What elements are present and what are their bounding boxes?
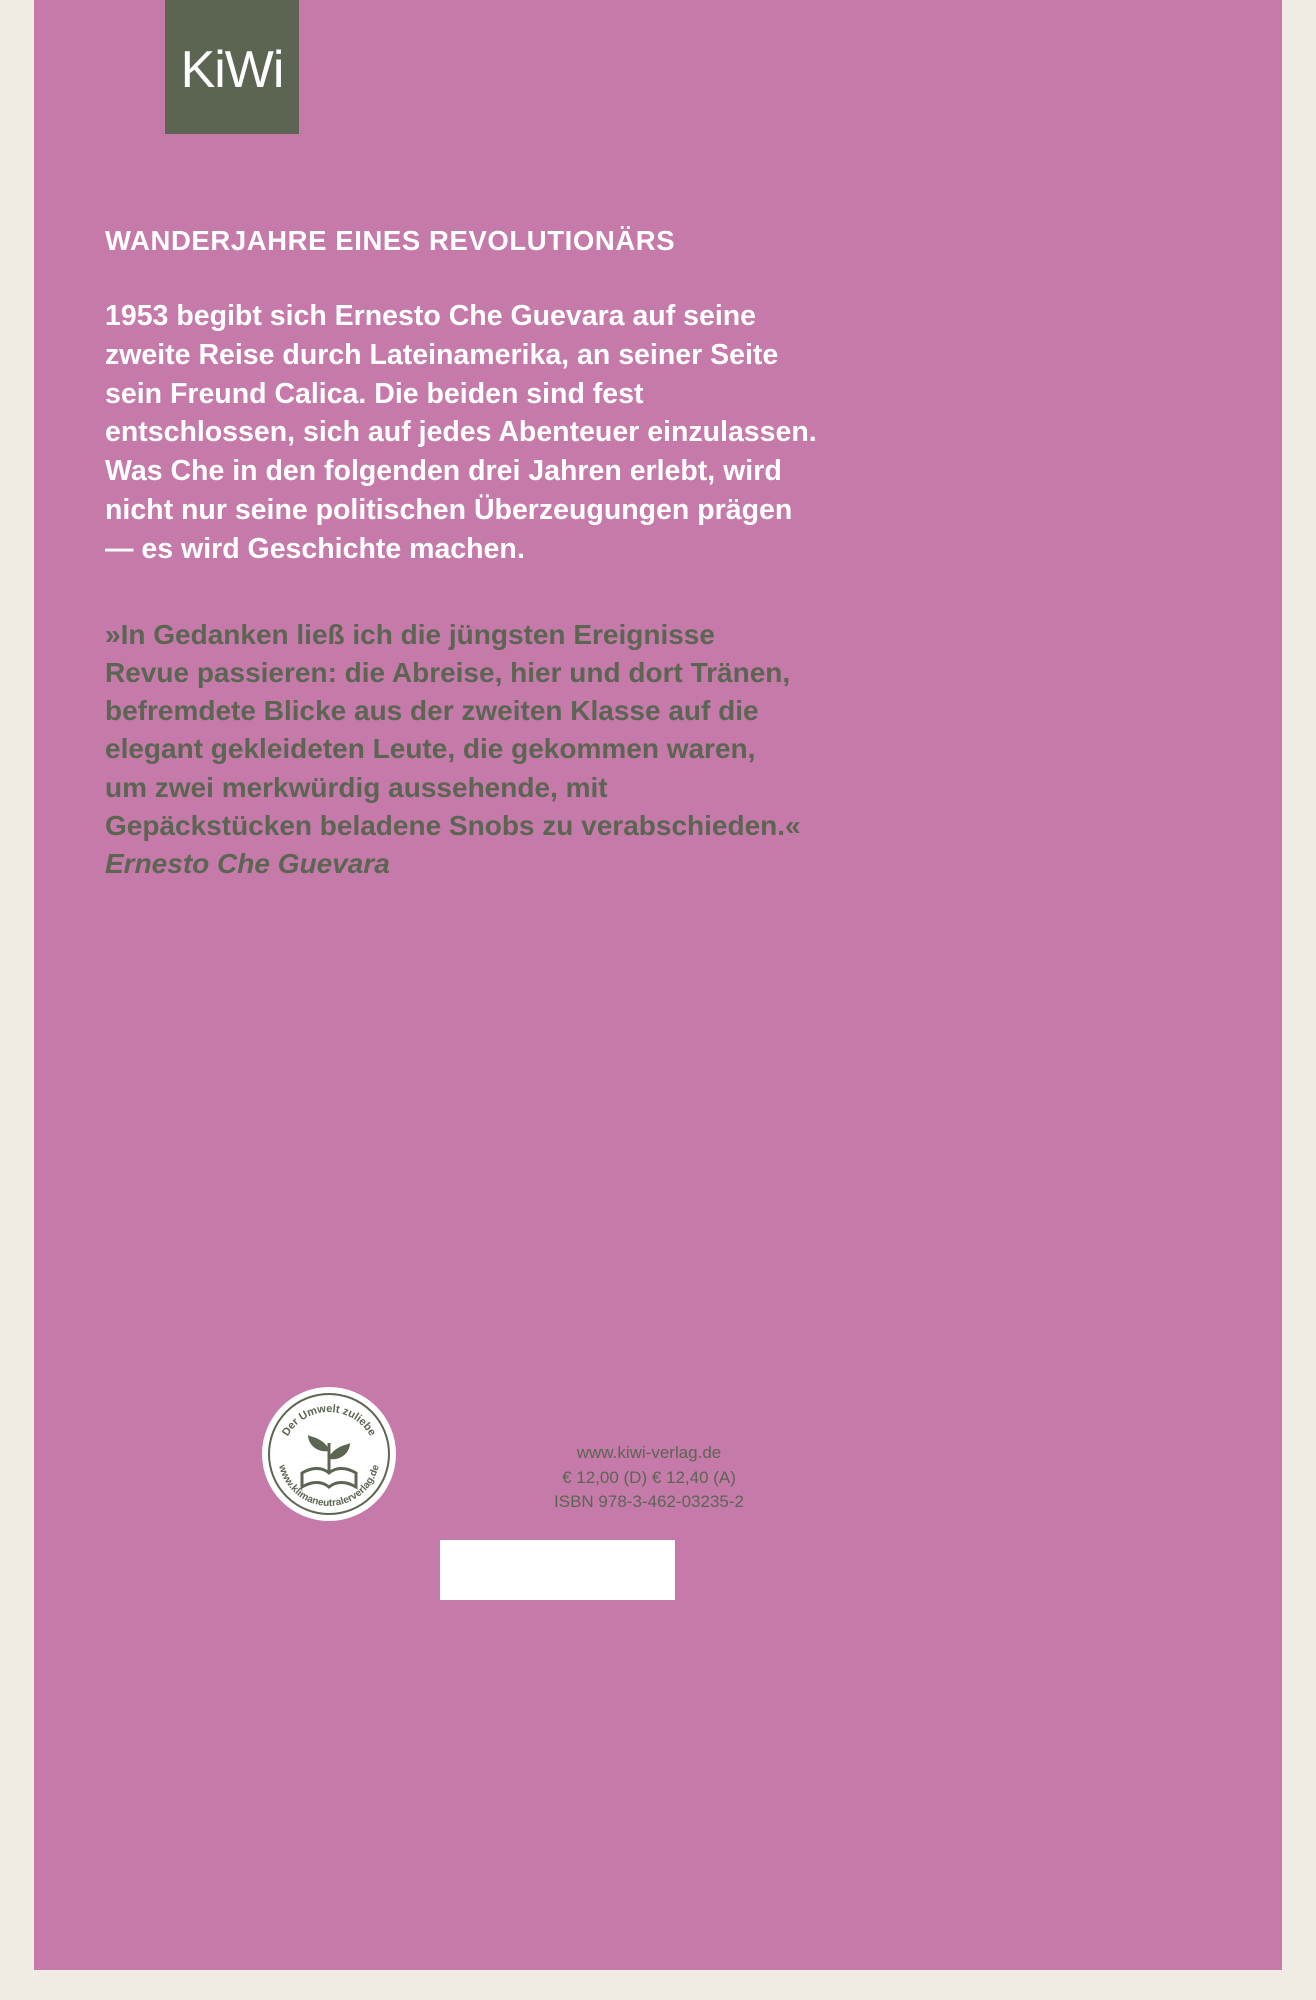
- footer-info: [459, 1441, 839, 1515]
- book-back-cover: [34, 0, 1282, 1970]
- publisher-logo: [165, 0, 299, 134]
- publisher-logo-label: KiWi: [180, 41, 284, 99]
- quote-text: »In Gedanken ließ ich die jüngsten Ereignisse Revue passieren: die Abreise, hier und dort Tränen, befremdete Blicke aus der zweiten Klasse auf die elegant gekleideten Leute, die gekommen waren, um zwei merkwürdig aussehende, mit Gepäckstücken beladene Snobs zu verabschieden.«: [105, 619, 801, 841]
- back-cover-content: [105, 224, 905, 883]
- eco-seal: [262, 1387, 396, 1521]
- isbn-line: ISBN 978-3-462-03235-2: [554, 1492, 744, 1512]
- headline: WANDERJAHRE EINES REVOLUTIONÄRS: [105, 225, 676, 256]
- svg-text:www.klimaneutralerverlag.de: www.klimaneutralerverlag.de: [276, 1463, 382, 1510]
- quote-author: Ernesto Che Guevara: [105, 847, 390, 879]
- blurb-text: 1953 begibt sich Ernesto Che Guevara auf seine zweite Reise durch Lateinamerika, an seiner Seite sein Freund Calica. Die beiden sind fest entschlossen, sich auf jedes Abenteuer einzulassen. Was Che in den folgenden drei Jahren erlebt, wird nicht nur seine politischen Überzeugungen prägen — es wird Geschichte machen.: [105, 300, 817, 565]
- price-line: € 12,00 (D) € 12,40 (A): [562, 1467, 736, 1487]
- barcode-placeholder: [440, 1540, 675, 1600]
- publisher-website: www.kiwi-verlag.de: [576, 1443, 722, 1462]
- svg-text:Der Umwelt zuliebe: Der Umwelt zuliebe: [279, 1402, 379, 1439]
